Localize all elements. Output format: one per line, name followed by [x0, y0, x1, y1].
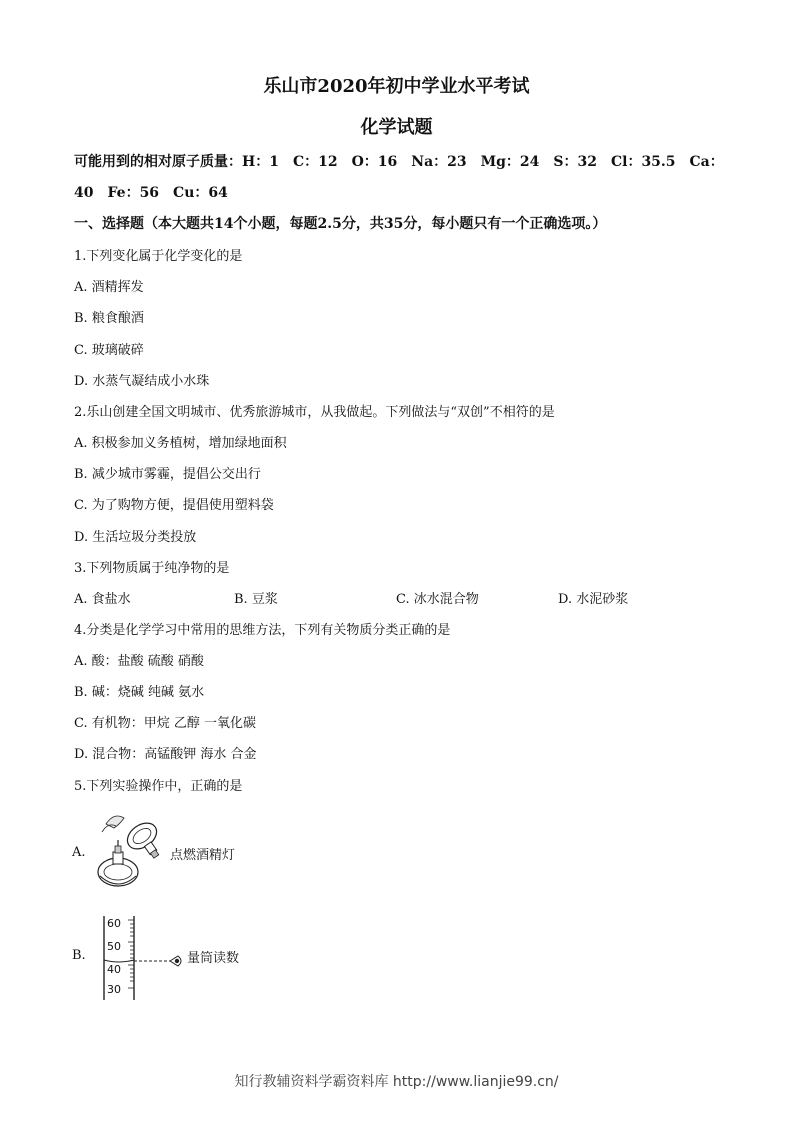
- question-5-stem: 5.下列实验操作中，正确的是: [74, 779, 243, 794]
- cylinder-tick-50: 50: [107, 940, 121, 953]
- exam-title: 乐山市2020年初中学业水平考试: [263, 76, 530, 97]
- q1-option-b: B. 粮食酿酒: [74, 311, 144, 326]
- q5-option-b-caption: 量筒读数: [187, 951, 240, 966]
- cylinder-tick-30: 30: [107, 983, 121, 996]
- q5-option-a-label: A.: [72, 845, 86, 860]
- cylinder-tick-60: 60: [107, 917, 121, 930]
- atomic-mass-line-1: 可能用到的相对原子质量：H：1 C：12 O：16 Na：23 Mg：24 S：32 Cl：35.5 Ca：: [74, 154, 724, 170]
- question-2-stem: 2.乐山创建全国文明城市、优秀旅游城市，从我做起。下列做法与“双创”不相符的是: [74, 405, 555, 420]
- q2-option-b: B. 减少城市雾霾，提倡公交出行: [74, 467, 261, 482]
- q1-option-d: D. 水蒸气凝结成小水珠: [74, 374, 210, 389]
- question-4-stem: 4.分类是化学学习中常用的思维方法，下列有关物质分类正确的是: [74, 623, 451, 638]
- q1-option-c: C. 玻璃破碎: [74, 343, 144, 358]
- cylinder-tick-40: 40: [107, 963, 121, 976]
- q2-option-c: C. 为了购物方便，提倡使用塑料袋: [74, 498, 274, 513]
- q3-option-b: B. 豆浆: [234, 592, 278, 607]
- alcohol-lamp-lighting-illustration: [94, 810, 174, 896]
- q2-option-d: D. 生活垃圾分类投放: [74, 530, 197, 545]
- q3-option-d: D. 水泥砂浆: [558, 592, 629, 607]
- question-3-stem: 3.下列物质属于纯净物的是: [74, 561, 230, 576]
- q5-option-a-caption: 点燃酒精灯: [170, 848, 236, 863]
- q4-option-b: B. 碱：烧碱 纯碱 氨水: [74, 685, 205, 700]
- exam-subtitle: 化学试题: [360, 117, 433, 138]
- q2-option-a: A. 积极参加义务植树，增加绿地面积: [74, 436, 287, 451]
- section-heading: 一、选择题（本大题共14个小题，每题2.5分，共35分，每小题只有一个正确选项。）: [74, 216, 607, 232]
- q5-option-b-label: B.: [72, 948, 86, 963]
- q3-option-c: C. 冰水混合物: [396, 592, 479, 607]
- question-1-stem: 1.下列变化属于化学变化的是: [74, 249, 243, 264]
- q4-option-c: C. 有机物：甲烷 乙醇 一氧化碳: [74, 716, 257, 731]
- q3-option-a: A. 食盐水: [74, 592, 131, 607]
- q4-option-a: A. 酸：盐酸 硫酸 硝酸: [74, 654, 204, 669]
- footer-watermark: 知行教辅资料学霸资料库 http://www.lianjie99.cn/: [234, 1074, 559, 1090]
- q4-option-d: D. 混合物：高锰酸钾 海水 合金: [74, 747, 257, 762]
- atomic-mass-line-2: 40 Fe：56 Cu：64: [74, 185, 228, 201]
- q1-option-a: A. 酒精挥发: [74, 280, 144, 295]
